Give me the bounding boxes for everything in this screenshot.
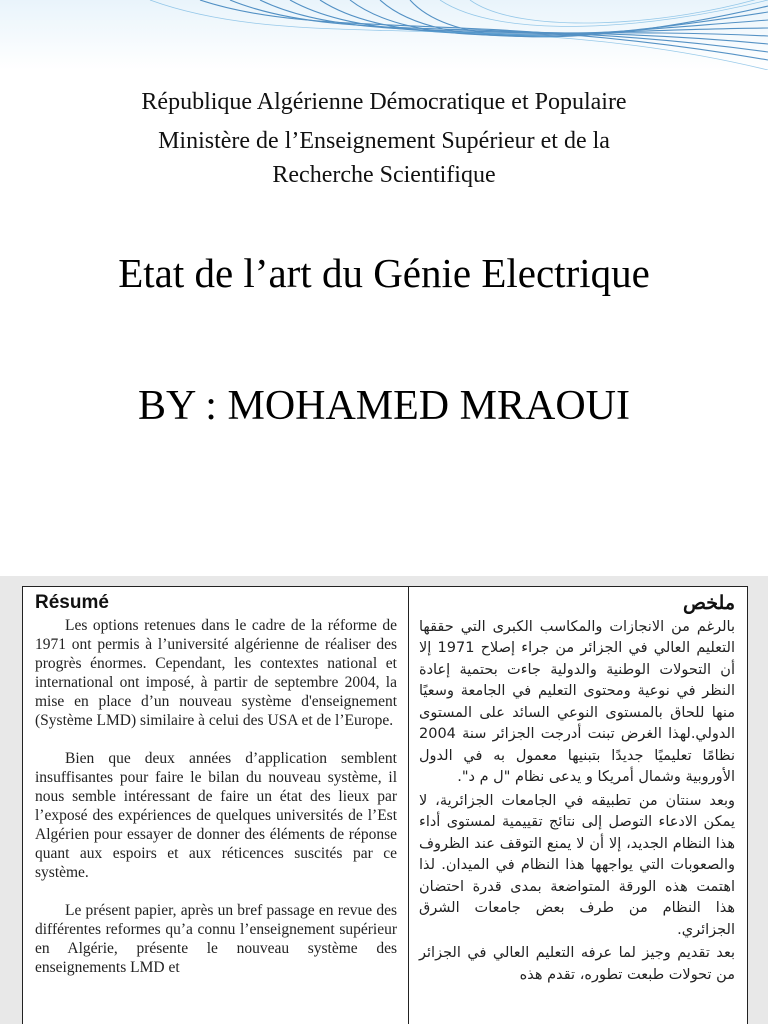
french-abstract-column <box>35 593 397 996</box>
abstract-table <box>22 586 748 1024</box>
french-abstract-heading: Résumé <box>35 592 109 613</box>
french-paragraph-2: Bien que deux années d’application semblent insuffisantes pour faire le bilan du nouveau système, il nous semble intéressant de faire un état des lieux par l’exposé des expériences de quelques universités de l’Est Algérien pour essayer de donner des éléments de réponse quant aux espoirs et aux réticences suscités par ce système. <box>35 750 397 881</box>
column-divider <box>408 587 409 1024</box>
author-line: BY : MOHAMED MRAOUI <box>138 383 630 429</box>
ministry-line-2: Recherche Scientifique <box>272 162 496 188</box>
french-paragraph-1: Les options retenues dans le cadre de la réforme de 1971 ont permis à l’université algérienne de réaliser des progrès énormes. Cependant, les contextes national et international ont imposé, à partir de septembre 2004, la mise en place d’un nouveau système d'enseignement (Système LMD) similaire à celui des USA et de l’Europe. <box>35 617 397 729</box>
republic-line: République Algérienne Démocratique et Populaire <box>141 89 627 115</box>
arabic-paragraph-2: وبعد سنتان من تطبيقه في الجامعات الجزائرية، لا يمكن الادعاء التوصل إلى نتائج تقييمية لمستوى أداء هذا النظام الجديد، إلا أن لا يمنع التوقف عند الظروف والصعوبات التي يواجهها هذا النظام في الميدان. لذا اهتمت هذه الورقة المتواضعة بمدى قدرة احتضان هذا النظام من طرف بعض جامعات الشرق الجزائري. <box>419 792 735 938</box>
arabic-abstract-column <box>419 593 735 988</box>
slide-title: Etat de l’art du Génie Electrique <box>118 250 650 296</box>
arabic-abstract-heading: ملخص <box>682 592 735 614</box>
wave-lines-graphic <box>0 0 768 70</box>
decorative-banner <box>0 0 768 70</box>
french-paragraph-3: Le présent papier, après un bref passage en revue des différentes reformes qu’a connu l’enseignement supérieur en Algérie, présente le nouveau système des enseignements LMD et <box>35 902 397 976</box>
ministry-line-1: Ministère de l’Enseignement Supérieur et de la <box>158 128 610 154</box>
arabic-paragraph-1: بالرغم من الانجازات والمكاسب الكبرى التي حققها التعليم العالي في الجزائر من جراء إصلاح 1971 إلا أن التحولات الوطنية والدولية جاءت بحتمية إعادة النظر في نوعية ومحتوى التعليم في الجامعة وسعيًا منها للحاق بالمستوى النوعي السائد على المستوى الدولي.لهذا الغرض تبنت أدرجت الجزائر سنة 2004 نظامًا تعليميًا جديدًا بتبنيها معمول به في الدول الأوروبية وشمال أمريكا و يدعى نظام "ل م د". <box>419 618 735 785</box>
arabic-paragraph-3: بعد تقديم وجيز لما عرفه التعليم العالي في الجزائر من تحولات طبعت تطوره، تقدم هذه <box>419 945 735 983</box>
scanned-abstract-image <box>0 576 768 1024</box>
